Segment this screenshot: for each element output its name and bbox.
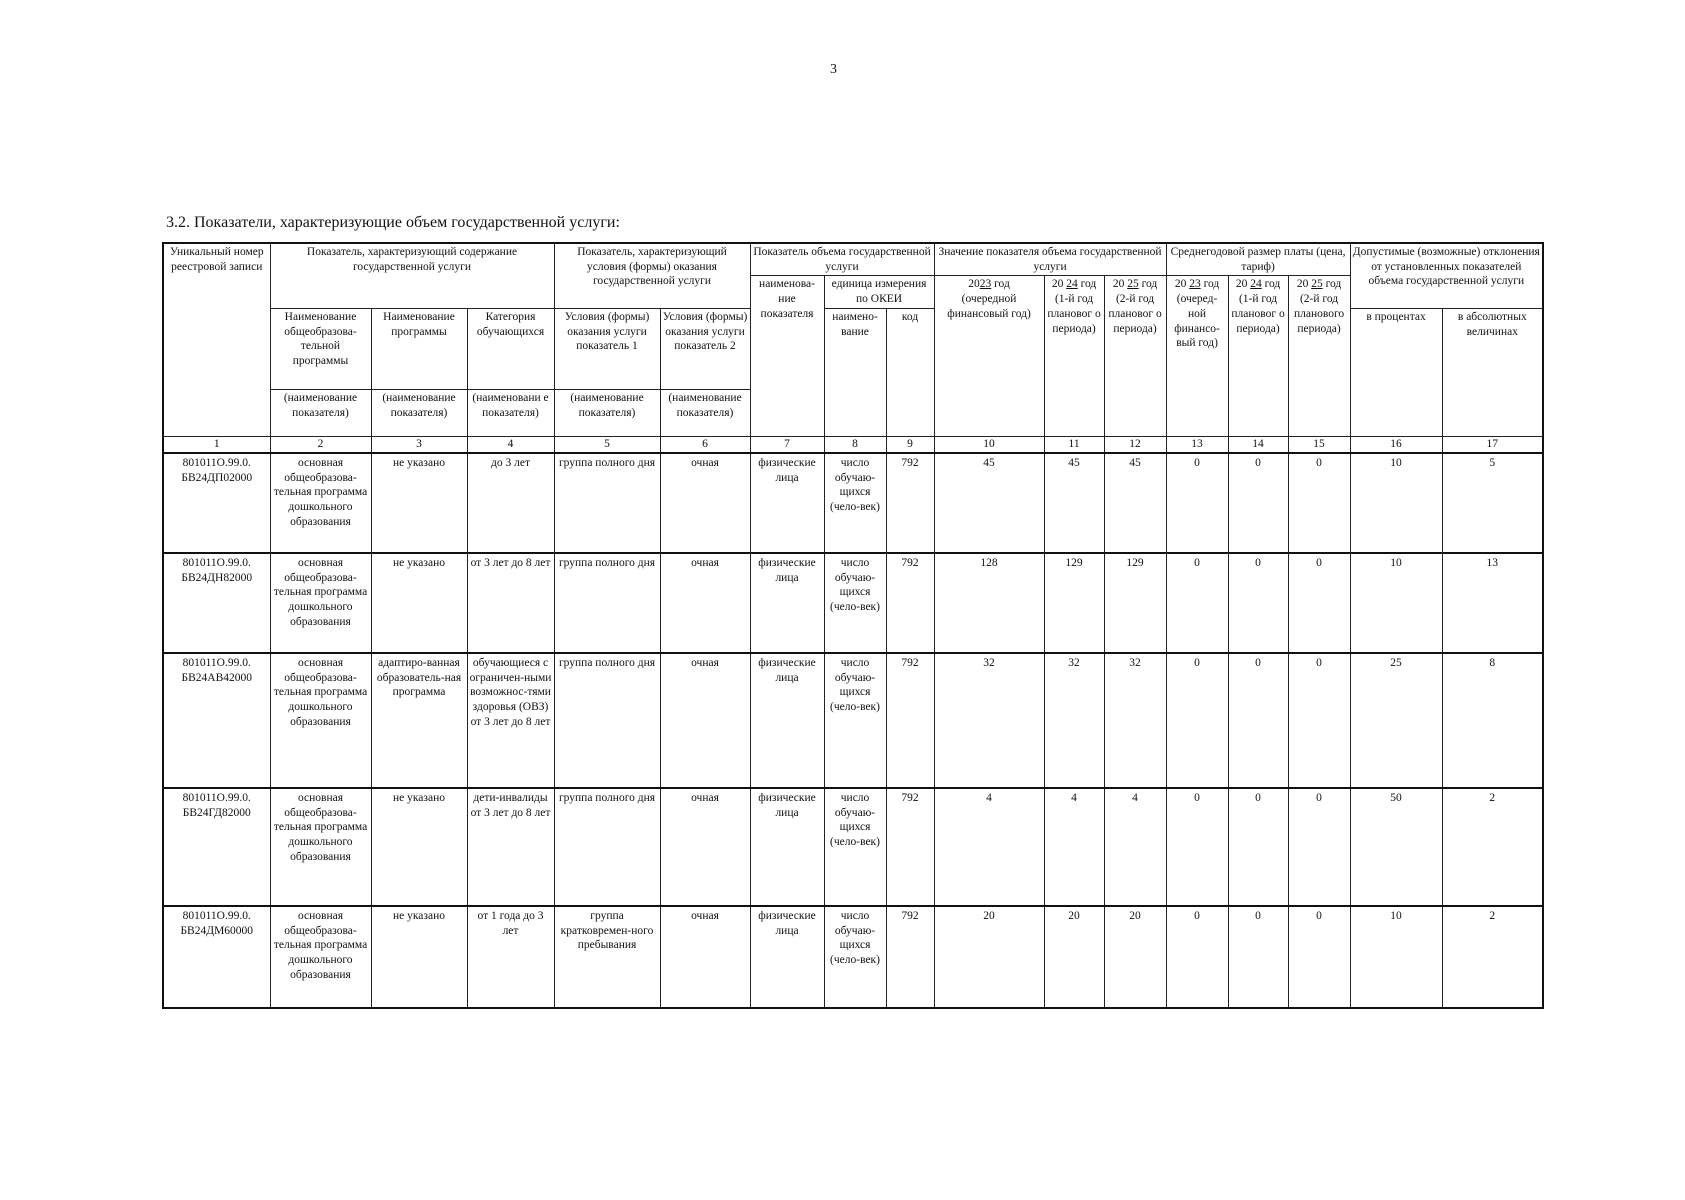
cell-fee-year-3: 0 <box>1288 906 1350 1008</box>
cell-volume-name: физические лица <box>750 453 824 553</box>
header-unit-name: наимено-вание <box>824 308 886 436</box>
header-indicator-name: (наименование показателя) <box>371 389 467 436</box>
cell-deviation-percent: 50 <box>1350 788 1442 906</box>
column-number-row <box>163 436 1543 453</box>
page-number: 3 <box>830 62 837 77</box>
cell-fee-year-2: 0 <box>1228 906 1288 1008</box>
cell-registry-number: 801011О.99.0. БВ24ГД82000 <box>163 788 270 906</box>
cell-fee-year-3: 0 <box>1288 553 1350 653</box>
cell-deviation-absolute: 2 <box>1442 906 1543 1008</box>
cell-fee-year-3: 0 <box>1288 653 1350 788</box>
cell-program-name: основная общеобразова-тельная программа дошкольного образования <box>270 906 371 1008</box>
cell-unit-code: 792 <box>886 653 934 788</box>
cell-program: адаптиро-ванная образователь-ная программа <box>371 653 467 788</box>
cell-condition-2: очная <box>660 788 750 906</box>
header-fee-group: Среднегодовой размер платы (цена, тариф) <box>1166 243 1350 276</box>
column-number: 14 <box>1228 436 1288 453</box>
cell-deviation-percent: 25 <box>1350 653 1442 788</box>
cell-unit-code: 792 <box>886 553 934 653</box>
cell-fee-year-2: 0 <box>1228 788 1288 906</box>
column-number: 4 <box>467 436 554 453</box>
cell-fee-year-2: 0 <box>1228 453 1288 553</box>
header-deviation-percent: в процентах <box>1350 308 1442 436</box>
column-number: 10 <box>934 436 1044 453</box>
cell-program-name: основная общеобразова-тельная программа дошкольного образования <box>270 653 371 788</box>
column-number: 6 <box>660 436 750 453</box>
cell-unit-code: 792 <box>886 453 934 553</box>
column-number: 2 <box>270 436 371 453</box>
cell-category: от 3 лет до 8 лет <box>467 553 554 653</box>
cell-condition-1: группа полного дня <box>554 653 660 788</box>
column-number: 17 <box>1442 436 1543 453</box>
header-indicator-name: (наименование показателя) <box>554 389 660 436</box>
cell-category: до 3 лет <box>467 453 554 553</box>
cell-deviation-absolute: 5 <box>1442 453 1543 553</box>
cell-deviation-absolute: 13 <box>1442 553 1543 653</box>
volume-indicators-table-wrapper <box>162 242 1542 1009</box>
header-condition-2: Условия (формы) оказания услуги показатель 2 <box>660 308 750 389</box>
column-number: 5 <box>554 436 660 453</box>
header-volume-group: Показатель объема государственной услуги <box>750 243 934 276</box>
cell-program: не указано <box>371 788 467 906</box>
cell-category: обучающиеся с ограничен-ными возможнос-тями здоровья (ОВЗ) от 3 лет до 8 лет <box>467 653 554 788</box>
cell-condition-1: группа полного дня <box>554 453 660 553</box>
cell-category: дети-инвалиды от 3 лет до 8 лет <box>467 788 554 906</box>
column-number: 15 <box>1288 436 1350 453</box>
header-content-group: Показатель, характеризующий содержание государственной услуги <box>270 243 554 308</box>
table-row <box>163 453 1543 553</box>
column-number: 16 <box>1350 436 1442 453</box>
header-volume-name: наименова-ние показателя <box>750 276 824 436</box>
cell-value-year-2: 4 <box>1044 788 1104 906</box>
header-conditions-group: Показатель, характеризующий условия (формы) оказания государственной услуги <box>554 243 750 308</box>
cell-unit-code: 792 <box>886 906 934 1008</box>
cell-unit-name: число обучаю-щихся (чело-век) <box>824 906 886 1008</box>
cell-program: не указано <box>371 906 467 1008</box>
header-value-year-3: 20 25 год (2-й год плановог о периода) <box>1104 276 1166 436</box>
cell-deviation-percent: 10 <box>1350 453 1442 553</box>
cell-condition-2: очная <box>660 453 750 553</box>
cell-program-name: основная общеобразова-тельная программа дошкольного образования <box>270 788 371 906</box>
cell-value-year-2: 20 <box>1044 906 1104 1008</box>
header-unique-number: Уникальный номер реестровой записи <box>163 243 270 436</box>
column-number: 8 <box>824 436 886 453</box>
column-number: 1 <box>163 436 270 453</box>
cell-fee-year-1: 0 <box>1166 453 1228 553</box>
cell-condition-1: группа кратковремен-ного пребывания <box>554 906 660 1008</box>
cell-unit-name: число обучаю-щихся (чело-век) <box>824 788 886 906</box>
header-condition-1: Условия (формы) оказания услуги показатель 1 <box>554 308 660 389</box>
header-value-year-2: 20 24 год (1-й год плановог о периода) <box>1044 276 1104 436</box>
cell-unit-name: число обучаю-щихся (чело-век) <box>824 453 886 553</box>
cell-value-year-1: 32 <box>934 653 1044 788</box>
cell-program: не указано <box>371 553 467 653</box>
cell-value-year-1: 128 <box>934 553 1044 653</box>
header-fee-year-2: 20 24 год (1-й год плановог о периода) <box>1228 276 1288 436</box>
header-indicator-name: (наименовани е показателя) <box>467 389 554 436</box>
cell-fee-year-1: 0 <box>1166 553 1228 653</box>
cell-unit-name: число обучаю-щихся (чело-век) <box>824 553 886 653</box>
cell-value-year-2: 129 <box>1044 553 1104 653</box>
column-number: 11 <box>1044 436 1104 453</box>
cell-value-year-3: 45 <box>1104 453 1166 553</box>
table-row <box>163 788 1543 906</box>
table-row <box>163 553 1543 653</box>
cell-program-name: основная общеобразова-тельная программа дошкольного образования <box>270 453 371 553</box>
header-unit: единица измерения по ОКЕИ <box>824 276 934 308</box>
cell-category: от 1 года до 3 лет <box>467 906 554 1008</box>
cell-deviation-percent: 10 <box>1350 906 1442 1008</box>
table-row <box>163 906 1543 1008</box>
header-value-group: Значение показателя объема государственной услуги <box>934 243 1166 276</box>
cell-condition-2: очная <box>660 906 750 1008</box>
cell-unit-name: число обучаю-щихся (чело-век) <box>824 653 886 788</box>
cell-value-year-3: 20 <box>1104 906 1166 1008</box>
cell-condition-2: очная <box>660 553 750 653</box>
cell-registry-number: 801011О.99.0. БВ24ДП02000 <box>163 453 270 553</box>
header-category: Категория обучающихся <box>467 308 554 389</box>
cell-value-year-2: 32 <box>1044 653 1104 788</box>
cell-value-year-1: 45 <box>934 453 1044 553</box>
cell-volume-name: физические лица <box>750 788 824 906</box>
cell-fee-year-3: 0 <box>1288 788 1350 906</box>
cell-fee-year-3: 0 <box>1288 453 1350 553</box>
header-fee-year-1: 20 23 год (очеред-ной финансо-вый год) <box>1166 276 1228 436</box>
cell-deviation-absolute: 2 <box>1442 788 1543 906</box>
column-number: 13 <box>1166 436 1228 453</box>
cell-value-year-1: 4 <box>934 788 1044 906</box>
cell-condition-2: очная <box>660 653 750 788</box>
cell-volume-name: физические лица <box>750 653 824 788</box>
cell-fee-year-2: 0 <box>1228 553 1288 653</box>
header-unit-code: код <box>886 308 934 436</box>
column-number: 12 <box>1104 436 1166 453</box>
cell-registry-number: 801011О.99.0. БВ24ДМ60000 <box>163 906 270 1008</box>
cell-value-year-3: 4 <box>1104 788 1166 906</box>
cell-condition-1: группа полного дня <box>554 788 660 906</box>
cell-value-year-3: 129 <box>1104 553 1166 653</box>
section-title: 3.2. Показатели, характеризующие объем государственной услуги: <box>166 214 620 231</box>
cell-value-year-1: 20 <box>934 906 1044 1008</box>
cell-volume-name: физические лица <box>750 906 824 1008</box>
cell-volume-name: физические лица <box>750 553 824 653</box>
header-deviation-group: Допустимые (возможные) отклонения от установленных показателей объема государственной услуги <box>1350 243 1543 308</box>
cell-program-name: основная общеобразова-тельная программа дошкольного образования <box>270 553 371 653</box>
cell-fee-year-1: 0 <box>1166 653 1228 788</box>
header-indicator-name: (наименование показателя) <box>270 389 371 436</box>
cell-deviation-percent: 10 <box>1350 553 1442 653</box>
column-number: 3 <box>371 436 467 453</box>
header-value-year-1: 2023 год (очередной финансовый год) <box>934 276 1044 436</box>
table-row <box>163 653 1543 788</box>
header-program: Наименование программы <box>371 308 467 389</box>
cell-value-year-3: 32 <box>1104 653 1166 788</box>
cell-fee-year-1: 0 <box>1166 788 1228 906</box>
header-fee-year-3: 20 25 год (2-й год планового периода) <box>1288 276 1350 436</box>
header-prog-name: Наименование общеобразова-тельной программы <box>270 308 371 389</box>
cell-fee-year-2: 0 <box>1228 653 1288 788</box>
cell-fee-year-1: 0 <box>1166 906 1228 1008</box>
cell-unit-code: 792 <box>886 788 934 906</box>
volume-indicators-table <box>162 242 1544 1009</box>
column-number: 7 <box>750 436 824 453</box>
column-number: 9 <box>886 436 934 453</box>
cell-registry-number: 801011О.99.0. БВ24ДН82000 <box>163 553 270 653</box>
cell-program: не указано <box>371 453 467 553</box>
cell-registry-number: 801011О.99.0. БВ24АВ42000 <box>163 653 270 788</box>
cell-condition-1: группа полного дня <box>554 553 660 653</box>
header-indicator-name: (наименование показателя) <box>660 389 750 436</box>
cell-value-year-2: 45 <box>1044 453 1104 553</box>
cell-deviation-absolute: 8 <box>1442 653 1543 788</box>
header-deviation-absolute: в абсолютных величинах <box>1442 308 1543 436</box>
